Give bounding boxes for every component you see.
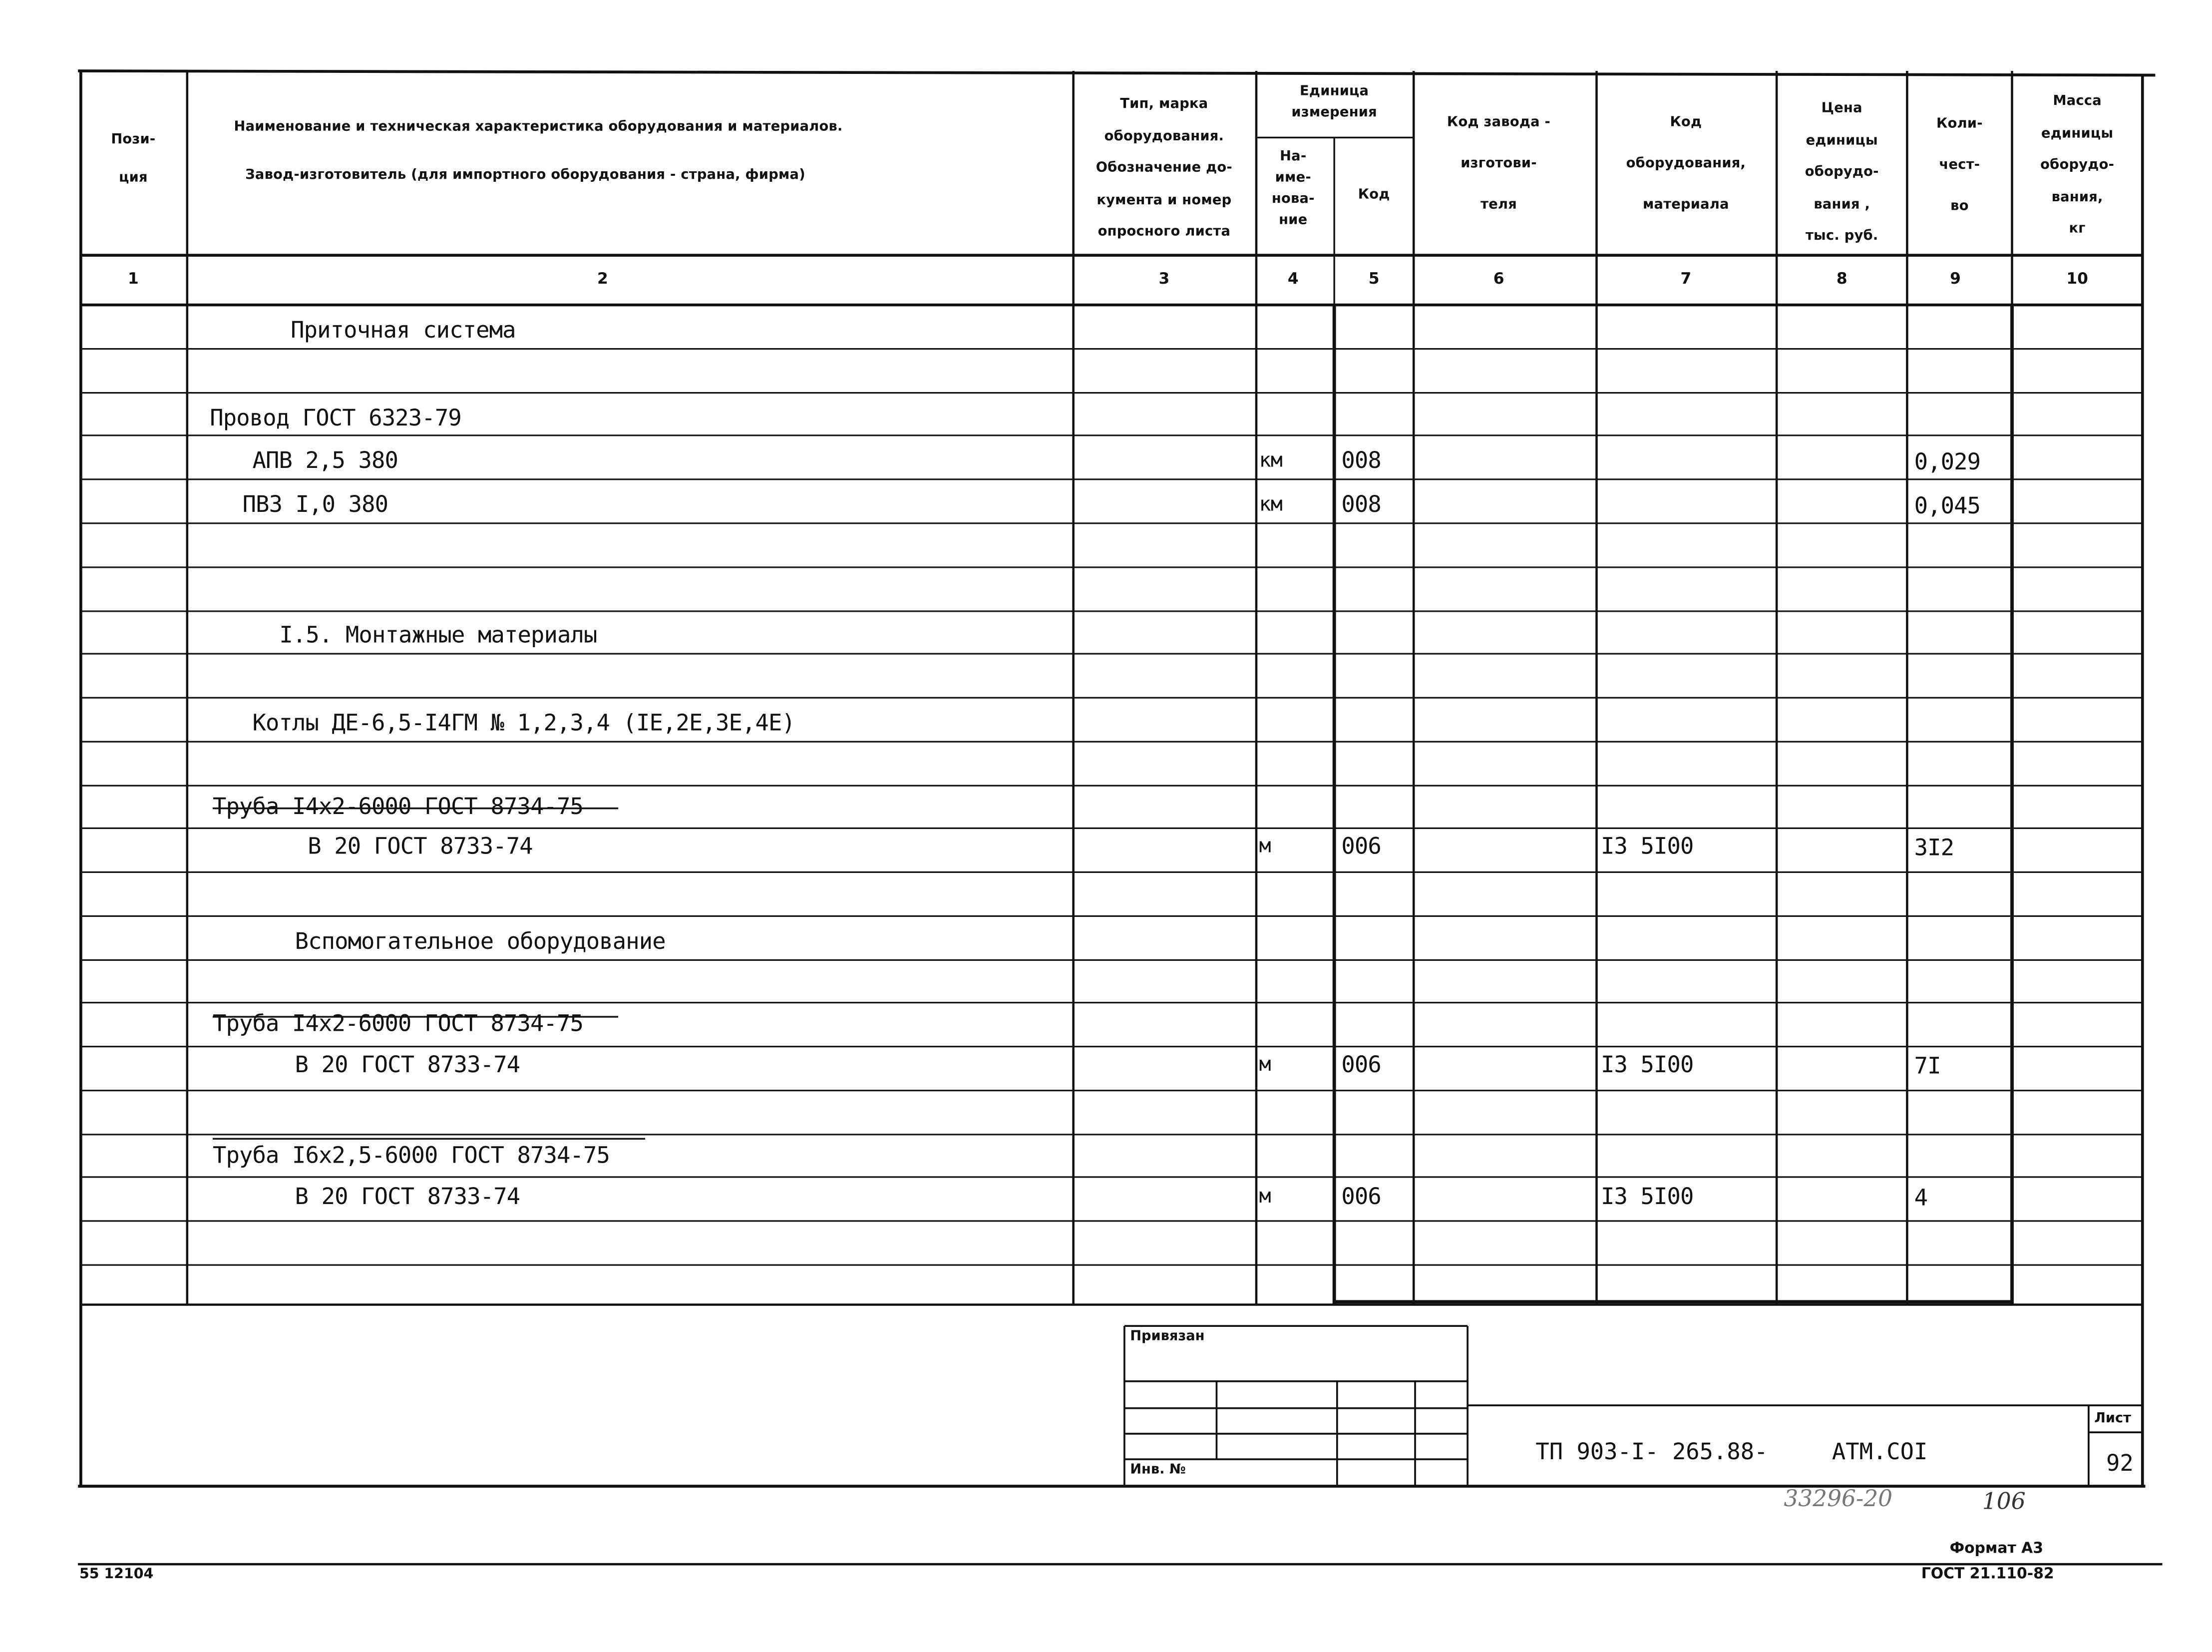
header-col10: оборудо-: [2040, 157, 2115, 173]
row-equipment-code: I3 5I00: [1601, 832, 1694, 860]
column-number: 10: [2066, 269, 2088, 288]
row-name: I.5. Монтажные материалы: [279, 622, 597, 649]
row-unit: км: [1259, 493, 1282, 516]
header-col4: име-: [1275, 170, 1311, 186]
document-number: 55 12104: [79, 1567, 154, 1583]
row-unit-code: 008: [1341, 447, 1381, 474]
column-number: 2: [597, 269, 608, 288]
header-col4: ние: [1279, 212, 1308, 229]
header-col3: оборудования.: [1104, 128, 1224, 144]
header-col1: Пози-: [111, 132, 156, 148]
row-name: В 20 ГОСТ 8733-74: [295, 1182, 520, 1210]
row-name: Приточная система: [291, 316, 516, 344]
header-col8: Цена: [1821, 100, 1862, 116]
header-col5: Код: [1358, 187, 1390, 203]
header-col8: оборудо-: [1805, 164, 1879, 180]
header-col6: теля: [1480, 197, 1517, 213]
header-col3: кумента и номер: [1097, 192, 1232, 208]
column-number: 4: [1287, 269, 1299, 288]
header-col4: нова-: [1271, 191, 1315, 207]
row-name: Вспомогательное оборудование: [295, 927, 666, 954]
header-col2: Завод-изготовитель (для импортного оборудования - страна, фирма): [245, 167, 805, 183]
row-name: АПВ 2,5 380: [252, 447, 398, 474]
header-col7: материала: [1642, 197, 1729, 213]
row-name: Труба I4х2-6000 ГОСТ 8734-75: [212, 792, 584, 820]
row-equipment-code: I3 5I00: [1601, 1182, 1694, 1210]
row-unit: км: [1259, 450, 1282, 473]
row-unit: м: [1259, 835, 1271, 859]
header-col9: Коли-: [1936, 116, 1983, 132]
header-col9: во: [1950, 198, 1969, 214]
header-col7: оборудования,: [1626, 156, 1746, 172]
row-name: Труба I4х2-6000 ГОСТ 8734-75: [212, 1010, 584, 1038]
header-col10: кг: [2069, 221, 2086, 237]
header-col8: тыс. руб.: [1805, 228, 1878, 244]
row-unit-code: 006: [1341, 832, 1381, 860]
row-quantity: 4: [1914, 1183, 1928, 1211]
row-name: Котлы ДЕ-6,5-I4ГМ № 1,2,3,4 (IЕ,2Е,3Е,4Е): [252, 709, 795, 736]
row-name: ПВЗ I,0 380: [242, 490, 388, 518]
attached-label: Привязан: [1130, 1328, 1205, 1345]
header-col1: ция: [119, 170, 148, 186]
header-col10: единицы: [2041, 125, 2114, 141]
row-name: В 20 ГОСТ 8733-74: [295, 1051, 520, 1078]
header-col8: вания ,: [1814, 196, 1870, 212]
row-quantity: 3I2: [1914, 834, 1954, 861]
column-number: 8: [1836, 269, 1847, 288]
header-col6: Код завода -: [1447, 115, 1551, 131]
column-number: 1: [128, 269, 139, 288]
inventory-label: Инв. №: [1130, 1462, 1186, 1478]
column-number: 3: [1158, 269, 1170, 288]
format-label: Формат А3: [1949, 1540, 2043, 1557]
header-col3: Обозначение до-: [1096, 160, 1233, 176]
row-name: В 20 ГОСТ 8733-74: [308, 832, 533, 860]
standard-label: ГОСТ 21.110-82: [1921, 1566, 2054, 1583]
row-unit-code: 006: [1341, 1182, 1381, 1210]
sheet-label: Лист: [2094, 1411, 2131, 1427]
row-equipment-code: I3 5I00: [1601, 1051, 1694, 1078]
row-name: Провод ГОСТ 6323-79: [210, 404, 461, 430]
row-unit: м: [1259, 1054, 1271, 1077]
row-quantity: 0,045: [1914, 492, 1981, 519]
column-number: 7: [1680, 269, 1692, 288]
handwritten-number: 33296-20: [1784, 1485, 1893, 1512]
header-col4: На-: [1280, 149, 1307, 165]
column-number: 9: [1950, 269, 1961, 288]
row-name: Труба I6х2,5-6000 ГОСТ 8734-75: [212, 1141, 610, 1169]
column-number: 5: [1368, 269, 1380, 288]
header-col3: опросного листа: [1098, 224, 1231, 240]
header-col8: единицы: [1806, 132, 1878, 148]
handwritten-page: 106: [1982, 1487, 2026, 1515]
row-unit-code: 008: [1341, 490, 1381, 518]
drawing-suffix: АТМ.COI: [1832, 1438, 1928, 1465]
header-col2: Наименование и техническая характеристика оборудования и материалов.: [234, 119, 843, 135]
header-col4-5-title: измерения: [1291, 105, 1377, 121]
header-col10: Масса: [2053, 93, 2102, 109]
row-unit: м: [1259, 1185, 1271, 1208]
column-number: 6: [1493, 269, 1504, 288]
header-col10: вания,: [2051, 189, 2103, 205]
header-col7: Код: [1670, 115, 1702, 131]
row-quantity: 7I: [1914, 1052, 1941, 1080]
header-col3: Тип, марка: [1120, 96, 1208, 112]
header-col9: чест-: [1939, 157, 1980, 173]
row-unit-code: 006: [1341, 1051, 1381, 1078]
header-col4-5-title: Единица: [1300, 83, 1369, 99]
header-col6: изготови-: [1461, 156, 1537, 172]
row-quantity: 0,029: [1914, 448, 1981, 476]
sheet-number: 92: [2106, 1449, 2134, 1477]
drawing-code: ТП 903-I- 265.88-: [1535, 1438, 1768, 1465]
